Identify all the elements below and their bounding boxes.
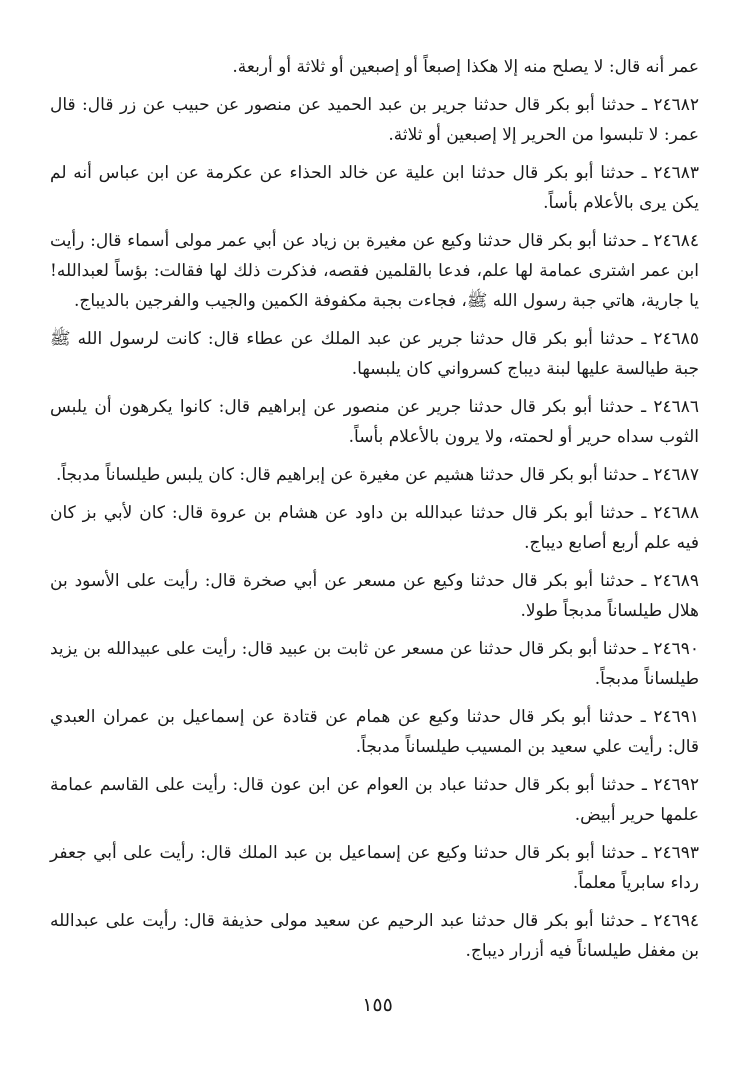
hadith-number: ٢٤٦٩١ [653,707,700,727]
paragraph-text: ـ حدثنا أبو بكر قال حدثنا وكيع عن همام عن قتادة عن إسماعيل بن عمران العبدي قال: رأيت علي سعيد بن المسيب طيلساناً مدبجاً. [50,707,699,757]
hadith-number: ٢٤٦٨٨ [653,503,699,523]
hadith-24688 [50,498,699,558]
paragraph-text: ـ حدثنا أبو بكر قال حدثنا عن مسعر عن ثابت بن عبيد قال: رأيت على عبيدالله بن يزيد طيلساناً مدبجاً. [50,639,699,689]
continuation-paragraph [50,52,699,82]
hadith-24683 [50,158,699,218]
hadith-24685 [50,324,699,384]
hadith-number: ٢٤٦٨٧ [653,465,699,485]
hadith-24686 [50,392,699,452]
paragraph-text: عمر أنه قال: لا يصلح منه إلا هكذا إصبعاً أو إصبعين أو ثلاثة أو أربعة. [232,57,699,77]
paragraph-text: ـ حدثنا أبو بكر قال حدثنا عبدالله بن داود عن هشام بن عروة قال: كان لأبي بز كان فيه علم أربع أصابع ديباج. [50,503,699,553]
hadith-24693 [50,838,699,898]
paragraph-text: ـ حدثنا أبو بكر قال حدثنا جرير بن عبد الحميد عن منصور عن حبيب عن زر قال: قال عمر: لا تلبسوا من الحرير إلا إصبعين أو ثلاثة. [50,95,699,145]
paragraph-text: ـ حدثنا أبو بكر قال حدثنا وكيع عن إسماعيل بن عبد الملك قال: رأيت على أبي جعفر رداء سابرياً معلماً. [50,843,699,893]
hadith-24687 [50,460,699,490]
hadith-24682 [50,90,699,150]
hadith-number: ٢٤٦٩٤ [653,911,699,931]
paragraph-text: ـ حدثنا أبو بكر قال حدثنا وكيع عن مسعر عن أبي صخرة قال: رأيت على الأسود بن هلال طيلساناً مدبجاً طولا. [50,571,699,621]
paragraph-text: ـ حدثنا أبو بكر قال حدثنا جرير عن عبد الملك عن عطاء قال: كانت لرسول الله ﷺ جبة طيالسة عليها لبنة ديباج كسرواني كان يلبسها. [50,329,699,379]
paragraph-text: ـ حدثنا أبو بكر قال حدثنا عباد بن العوام عن ابن عون قال: رأيت على القاسم عمامة علمها حرير أبيض. [50,775,699,825]
hadith-number: ٢٤٦٩٣ [653,843,699,863]
paragraph-text: ـ حدثنا أبو بكر قال حدثنا ابن علية عن خالد الحذاء عن عكرمة عن ابن عباس أنه لم يكن يرى بالأعلام بأساً. [50,163,699,213]
paragraph-text: ـ حدثنا أبو بكر قال حدثنا جرير عن منصور عن إبراهيم قال: كانوا يكرهون أن يلبس الثوب سداه حرير أو لحمته، ولا يرون بالأعلام بأساً. [50,397,699,447]
hadith-number: ٢٤٦٨٤ [653,231,699,251]
paragraph-text: ـ حدثنا أبو بكر قال حدثنا هشيم عن مغيرة عن إبراهيم قال: كان يلبس طيلساناً مدبجاً. [55,465,648,485]
hadith-number: ٢٤٦٨٩ [653,571,699,591]
paragraph-text: ـ حدثنا أبو بكر قال حدثنا وكيع عن مغيرة بن زياد عن أبي عمر مولى أسماء قال: رأيت ابن عمر اشترى عمامة لها علم، فدعا بالقلمين فقصه، فذكرت ذلك لها فقالت: بؤساً لعبدالله! يا جارية، هاتي جبة رسول الله ﷺ، فجاءت بجبة مكفوفة الكمين والجيب والفرجين بالديباج. [50,231,699,311]
hadith-number: ٢٤٦٨٣ [653,163,700,183]
hadith-24691 [50,702,699,762]
paragraph-text: ـ حدثنا أبو بكر قال حدثنا عبد الرحيم عن سعيد مولى حذيفة قال: رأيت على عبدالله بن مغفل طيلساناً فيه أزرار ديباج. [50,911,699,961]
hadith-text-block [50,52,699,974]
hadith-number: ٢٤٦٨٥ [653,329,699,349]
hadith-24690 [50,634,699,694]
hadith-24692 [50,770,699,830]
page-number: ١٥٥ [362,994,393,1016]
hadith-number: ٢٤٦٨٢ [653,95,699,115]
hadith-number: ٢٤٦٩٢ [653,775,699,795]
hadith-24684 [50,226,699,316]
hadith-24694 [50,906,699,966]
hadith-number: ٢٤٦٩٠ [653,639,699,659]
hadith-24689 [50,566,699,626]
hadith-number: ٢٤٦٨٦ [653,397,699,417]
